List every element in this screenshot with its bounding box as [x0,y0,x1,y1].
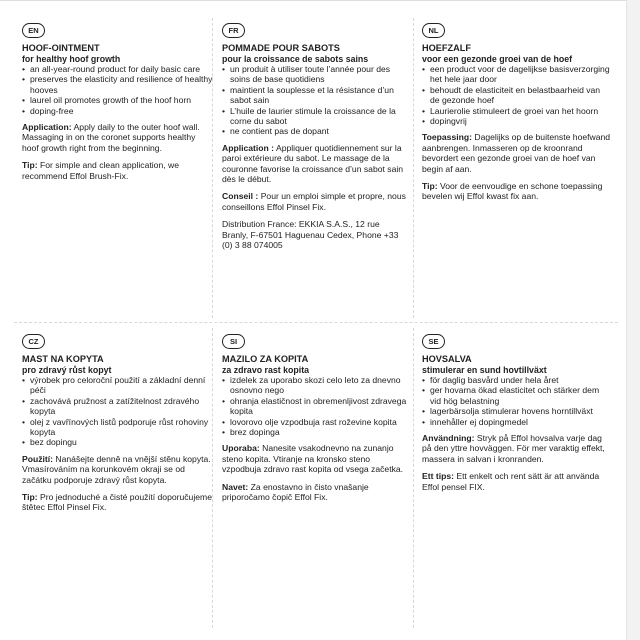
feature-item: • doping-free [22,106,214,116]
feature-list [222,64,408,137]
panel-fr [222,23,408,258]
panel-si [222,334,408,509]
language-badge-cz: CZ [22,334,45,349]
feature-item: • maintient la souplesse et la résistance d’un sabot sain [222,85,408,106]
tip-text: Pour un emploi simple et propre, nous conseillons Effol Pinsel Fix. [222,191,406,212]
application-text: Stryk på Effol hovsalva varje dag på den yttre hovväggen. För mer varaktig effekt, massera in salvan i kronranden. [422,433,605,464]
application-label: Application: [22,122,72,133]
product-title: HOVSALVA [422,354,472,364]
tip-paragraph [22,160,214,181]
product-subtitle: pour la croissance de sabots sains [222,53,369,64]
tip-label: Ett tips: [422,471,454,482]
feature-item: • innehåller ej dopingmedel [422,417,612,427]
tip-label: Tip: [22,160,38,171]
application-paragraph [222,443,408,474]
column-divider [413,328,415,628]
feature-list [222,375,408,437]
feature-list [422,375,612,427]
language-badge-nl: NL [422,23,445,38]
application-label: Användning: [422,433,475,444]
feature-item: • behoudt de elasticiteit en belastbaarheid van de gezonde hoef [422,85,612,106]
row-divider [14,322,618,324]
application-label: Toepassing: [422,132,472,143]
tip-paragraph [422,471,612,492]
feature-item: • an all-year-round product for daily basic care [22,64,214,74]
tip-label: Tip: [422,181,438,192]
panel-cz [22,334,214,520]
panel-en [22,23,214,188]
product-title: MAST NA KOPYTA [22,354,104,364]
top-border [0,0,640,1]
tip-text: Voor de eenvoudige en schone toepassing bevelen wij Effol kwast fix aan. [422,181,603,202]
tip-paragraph [22,492,214,513]
tip-text: Pro jednoduché a čisté použití doporučujeme štětec Effol Pinsel Fix. [22,492,212,513]
language-badge-fr: FR [222,23,245,38]
feature-item: • för daglig basvård under hela året [422,375,612,385]
tip-label: Tip: [22,492,38,503]
feature-item: • Laurierolie stimuleert de groei van het hoorn [422,106,612,116]
feature-item: • ohranja elastičnost in obremenljivost zdravega kopita [222,396,408,417]
product-title: HOEFZALF [422,43,471,53]
panel-nl [422,23,612,209]
feature-item: • brez dopinga [222,427,408,437]
application-text: Dagelijks op de buitenste hoefwand aanbrengen. Inmasseren op de kroonrand bevordert een gezonde groei van de hoef van begin af aan. [422,132,611,174]
feature-list [422,64,612,126]
application-paragraph [22,122,214,153]
product-subtitle: for healthy hoof growth [22,53,121,64]
product-title: HOOF-OINTMENT [22,43,100,53]
feature-item: • ger hovarna ökad elasticitet och stärker dem vid hög belastning [422,385,612,406]
feature-item: • lagerbärsolja stimulerar hovens horntillväxt [422,406,612,416]
feature-item: • L’huile de laurier stimule la croissance de la corne du sabot [222,106,408,127]
product-subtitle: pro zdravý růst kopyt [22,364,112,375]
tip-text: Za enostavno in čisto vnašanje priporočamo čopič Effol Fix. [222,481,369,503]
application-paragraph [422,433,612,464]
application-text: Apply daily to the outer hoof wall. Massaging in on the coronet supports healthy hoof growth right from the beginning. [22,122,200,153]
feature-item: • preserves the elasticity and resilience of healthy hooves [22,74,214,95]
product-subtitle: za zdravo rast kopita [222,364,310,375]
distribution-note: Distribution France: EKKIA S.A.S., 12 rue Branly, F-67501 Haguenau Cedex, Phone +33 (0) 3 88 074005 [222,219,399,251]
application-paragraph [22,454,214,485]
feature-item: • un produit à utiliser toute l’année pour des soins de base quotidiens [222,64,408,85]
tip-label: Navet: [222,481,249,492]
column-divider [413,18,415,318]
product-subtitle: voor een gezonde groei van de hoef [422,53,573,64]
tip-paragraph [222,482,408,503]
tip-paragraph [422,181,612,202]
tip-text: For simple and clean application, we recommend Effol Brush-Fix. [22,160,179,181]
panel-se [422,334,612,499]
feature-item: • dopingvrij [422,116,612,126]
tip-paragraph [222,191,408,212]
feature-list [22,64,214,116]
language-badge-se: SE [422,334,445,349]
application-label: Application : [222,142,275,153]
application-text: Nanášejte denně na vnější stěnu kopyta. Vmasírováním na korunkovém okraji se od začátku podporuje zdravý růst kopyta. [22,453,211,485]
product-subtitle: stimulerar en sund hovtillväxt [422,364,547,375]
right-margin-strip [626,0,640,640]
feature-item: • olej z vavřínových listů podporuje růst rohoviny kopyta [22,417,214,438]
application-label: Uporaba: [222,443,260,454]
language-badge-en: EN [22,23,45,38]
product-title: MAZILO ZA KOPITA [222,354,309,364]
feature-item: • izdelek za uporabo skozi celo leto za dnevno osnovno nego [222,375,408,396]
feature-item: • bez dopingu [22,437,214,447]
feature-item: • een product voor de dagelijkse basisverzorging het hele jaar door [422,64,612,85]
application-text: Nanesite vsakodnevno na zunanjo steno kopita. Vtiranje na kronsko steno vzpodbuja zdravo rast kopita od vsega začetka. [222,443,404,475]
feature-item: • zachovává pružnost a zatížitelnost zdravého kopyta [22,396,214,417]
feature-list [22,375,214,448]
application-text: Appliquer quotidiennement sur la paroi extérieure du sabot. Le massage de la couronne favorise la croissance d’un sabot sain dès le début. [222,142,404,185]
tip-text: Ett enkelt och rent sätt är att använda Effol pensel FIX. [422,471,600,492]
application-label: Použití: [22,453,54,464]
product-title: POMMADE POUR SABOTS [222,43,340,53]
feature-item: • lovorovo olje vzpodbuja rast roževine kopita [222,417,408,427]
application-paragraph [422,132,612,174]
language-badge-si: SI [222,334,245,349]
feature-item: • ne contient pas de dopant [222,126,408,136]
application-paragraph [222,143,408,185]
feature-item: • výrobek pro celoroční použití a základní denní péči [22,375,214,396]
tip-label: Conseil : [222,191,259,202]
feature-item: • laurel oil promotes growth of the hoof horn [22,95,214,105]
